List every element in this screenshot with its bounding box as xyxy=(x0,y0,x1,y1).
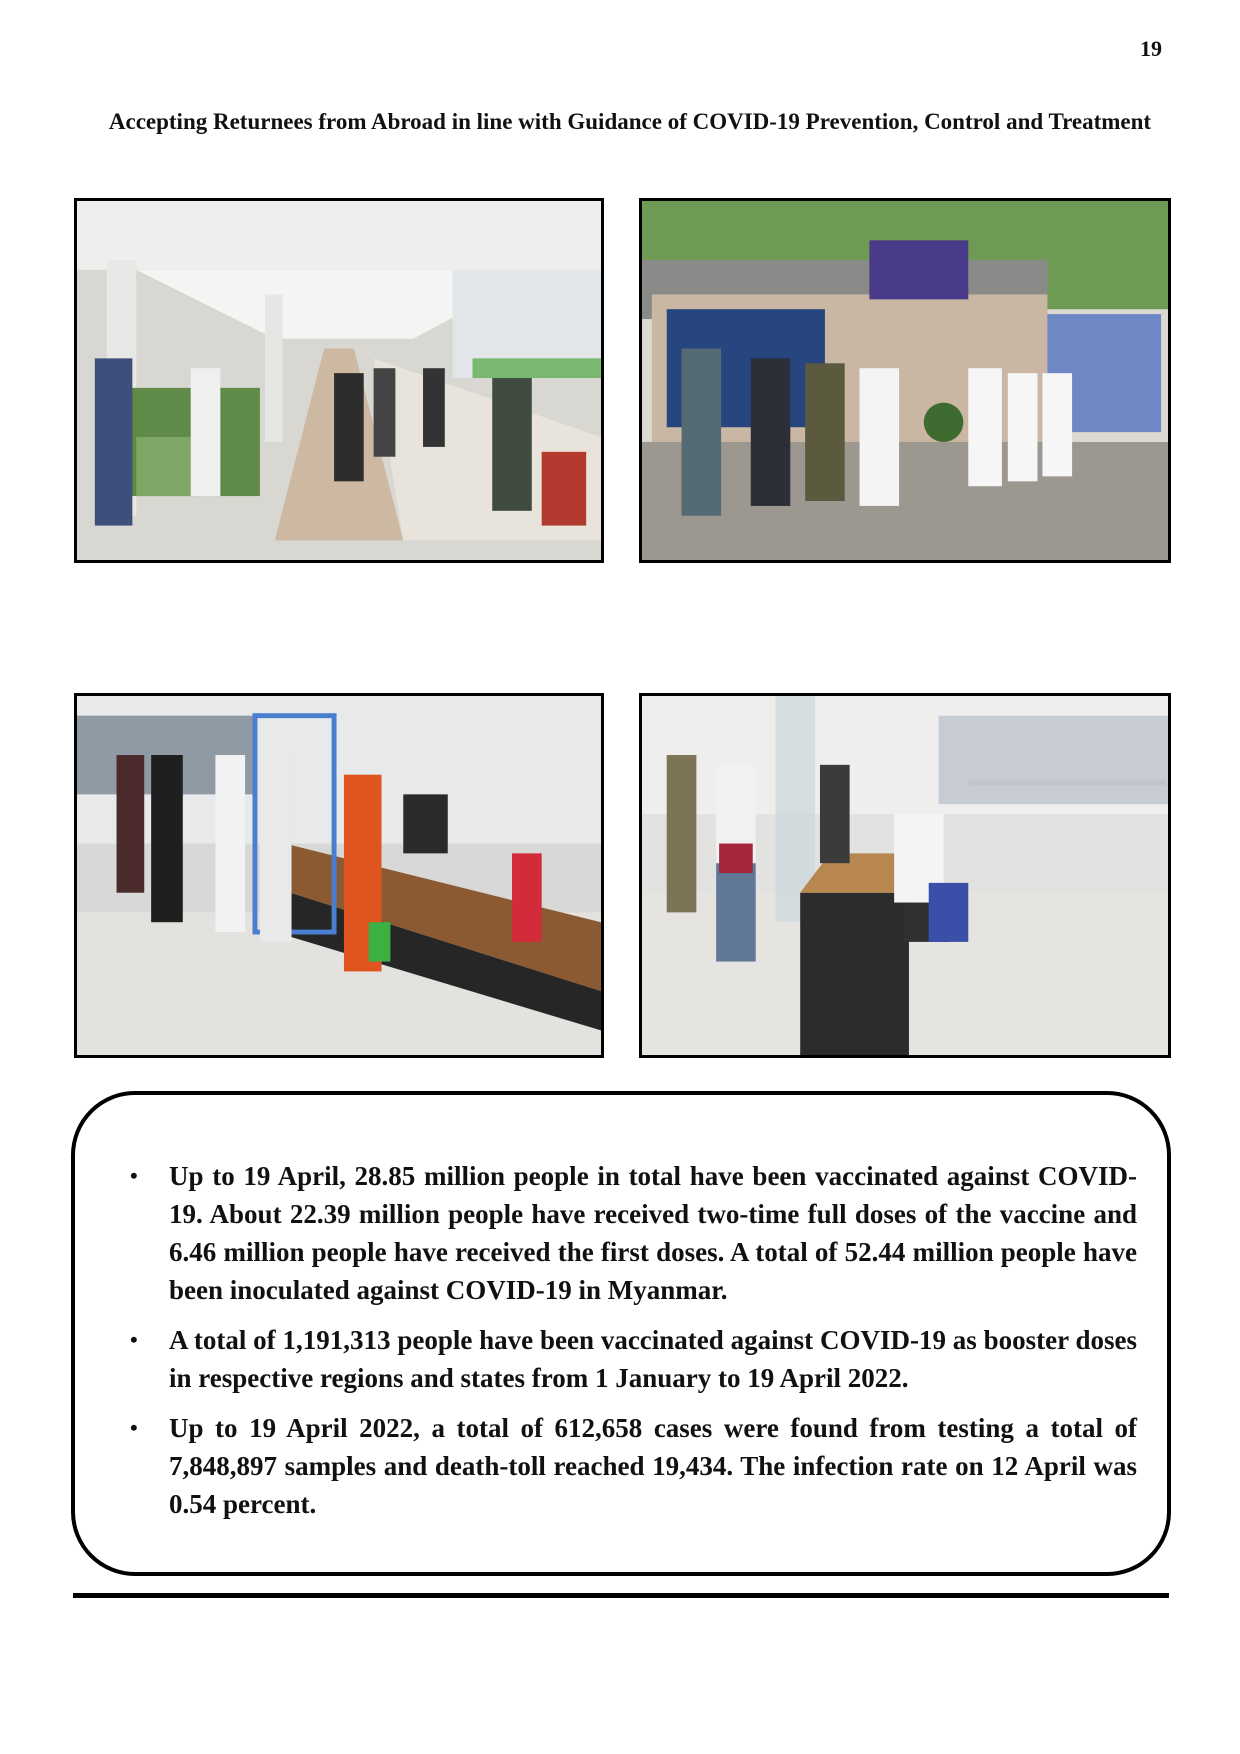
statistics-box xyxy=(71,1091,1171,1576)
footer-rule xyxy=(73,1593,1169,1598)
photo-returnees-queue-image xyxy=(77,201,601,560)
photo-screening-counter xyxy=(639,693,1171,1058)
statistics-item-text: Up to 19 April 2022, a total of 612,658 cases were found from testing a total of 7,848,897 samples and death-toll reached 19,434. The infection rate on 12 April was 0.54 percent. xyxy=(169,1413,1137,1519)
bullet-icon: • xyxy=(130,1415,138,1440)
photo-registration-desk-image xyxy=(77,696,601,1055)
statistics-item-text: Up to 19 April, 28.85 million people in total have been vaccinated against COVID-19. About 22.39 million people have received two-time full doses of the vaccine and 6.46 million people have received the first doses. A total of 52.44 million people have been inoculated against COVID-19 in Myanmar. xyxy=(169,1161,1137,1305)
statistics-list xyxy=(105,1157,1137,1523)
bullet-icon: • xyxy=(130,1327,138,1352)
bullet-icon: • xyxy=(130,1163,138,1188)
photo-registration-desk xyxy=(74,693,604,1058)
statistics-item-cases xyxy=(105,1409,1137,1523)
page-title: Accepting Returnees from Abroad in line with Guidance of COVID-19 Prevention, Control and Treatment xyxy=(108,109,1152,134)
statistics-item-vaccinations xyxy=(105,1157,1137,1309)
photo-screening-counter-image xyxy=(642,696,1168,1055)
photo-officials-receiving-returnees-image xyxy=(642,201,1168,560)
statistics-item-booster xyxy=(105,1321,1137,1397)
photo-officials-receiving-returnees xyxy=(639,198,1171,563)
page-number: 19 xyxy=(1140,36,1162,61)
statistics-item-text: A total of 1,191,313 people have been vaccinated against COVID-19 as booster doses in respective regions and states from 1 January to 19 April 2022. xyxy=(169,1325,1137,1393)
photo-returnees-queue xyxy=(74,198,604,563)
